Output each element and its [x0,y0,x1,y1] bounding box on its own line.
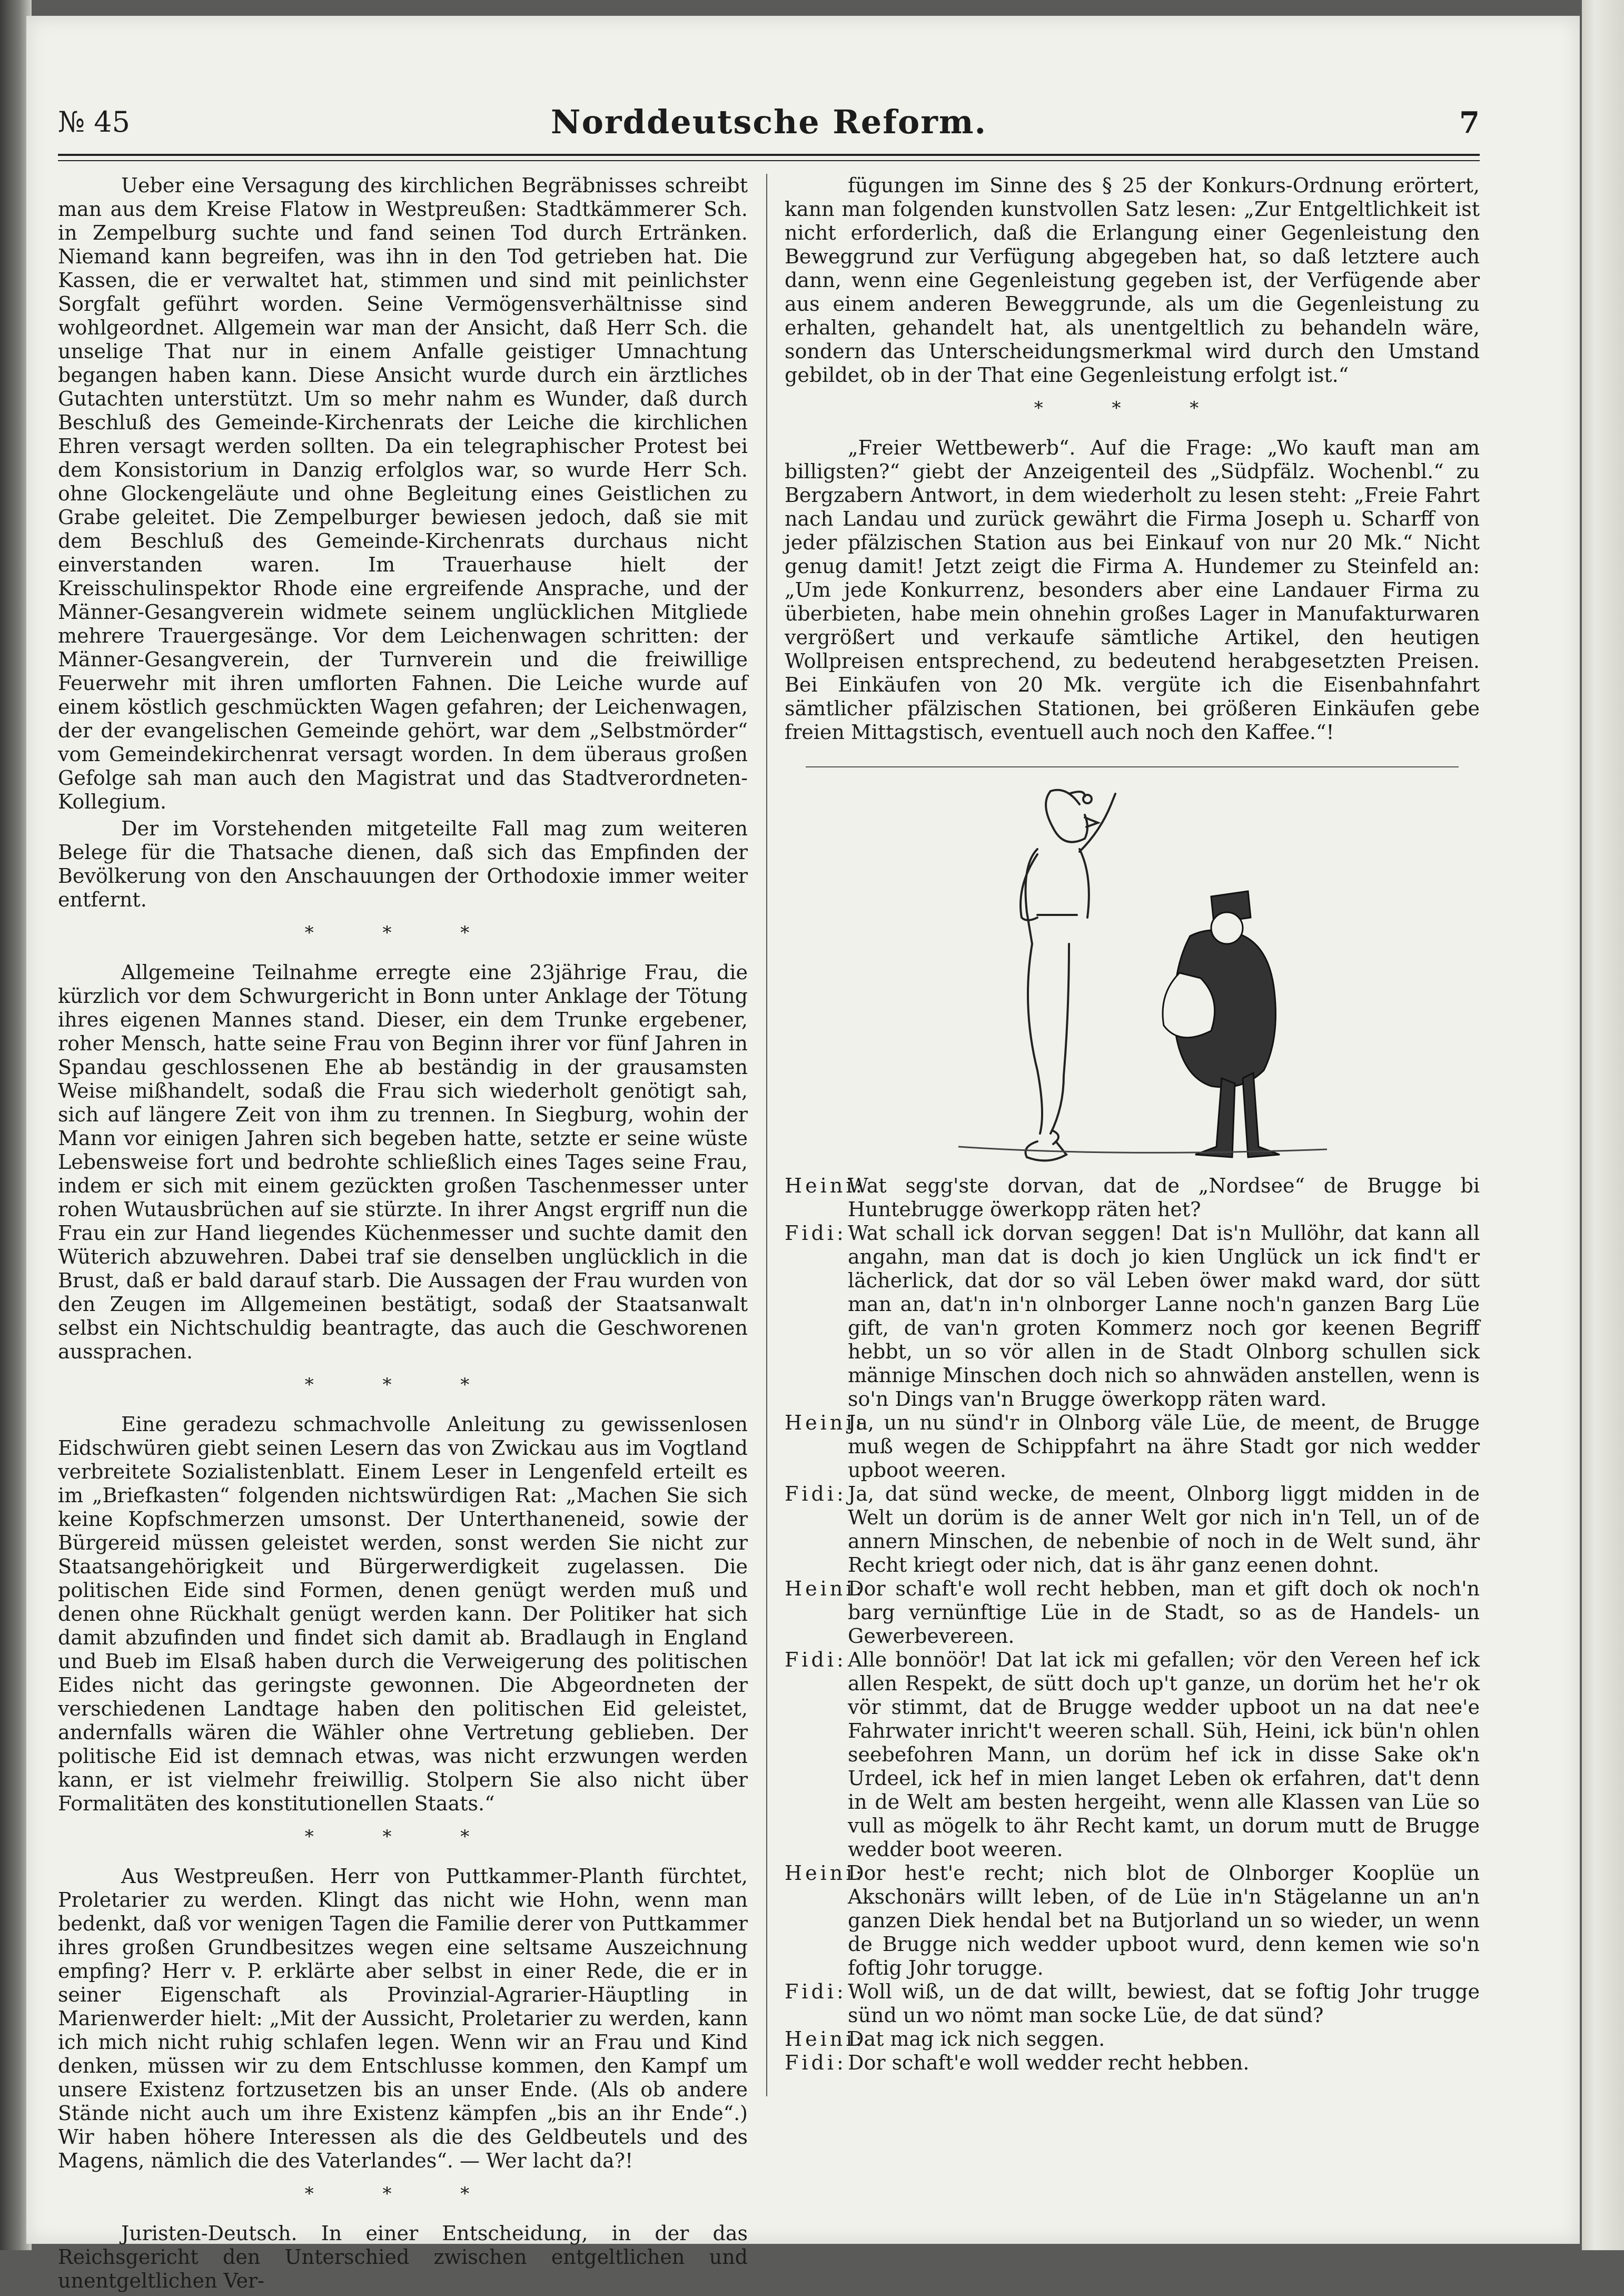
article-juristen-deutsch: Juristen-Deutsch. In einer Entscheidung, in der das Reichsgericht den Unterschied zwischen entgeltlichen und unentgeltlichen Ver- [58,2222,748,2292]
dialogue-line [785,1221,1480,1411]
right-column [785,174,1480,2075]
dialogue-text: Dor schaft'e woll wedder recht hebben. [848,2051,1250,2074]
dialogue-speaker: Fidi: [785,1482,847,1505]
article-begraebnis-comment: Der im Vorstehenden mitgeteilte Fall mag zum weiteren Belege für die Thatsache dienen, daß sich das Empfinden der Bevölkerung von den Anschauungen der Orthodoxie immer weiter entfernt. [58,817,748,911]
page-header [58,100,1480,147]
dialogue-line [785,2027,1480,2051]
section-separator: * * * [304,922,501,943]
dialogue-line [785,1411,1480,1482]
masthead-title: Norddeutsche Reform. [550,103,987,141]
dialogue-line [785,1482,1480,1577]
dialogue-speaker: Fidi: [785,1648,847,1671]
article-bonn: Allgemeine Teilnahme erregte eine 23jährige Frau, die kürzlich vor dem Schwurgericht in Bonn unter Anklage der Tötung ihres eigenen Mannes stand. Dieser, ein dem Trunke ergebener, roher Mensch, hatte seine Frau von Beginn ihrer vor fünf Jahren in Spandau geschlossenen Ehe ab beständig in der grausamsten Weise mißhandelt, sodaß die Frau sich wiederholt genötigt sah, sich auf längere Zeit von ihm zu trennen. In Siegburg, wohin der Mann vor einigen Jahren sich begeben hatte, setzte er seine wüste Lebensweise fort und bedrohte schließlich eines Tages seine Frau, indem er sich mit einem gezückten großen Taschenmesser unter rohen Wutausbrüchen auf sie stürzte. In ihrer Angst ergriff nun die Frau ein zur Hand liegendes Küchenmesser und suchte damit den Wüterich abzuwehren. Dabei traf sie denselben unglücklich in die Brust, daß er bald darauf starb. Die Aussagen der Frau wurden von den Zeugen im Allgemeinen bestätigt, sodaß der Staatsanwalt selbst ein Nichtschuldig beantragte, das auch die Geschworenen aussprachen. [58,961,748,1363]
dialogue-text: Ja, un nu sünd'r in Olnborg väle Lüe, de meent, de Brugge muß wegen de Schippfahrt na ähre Stadt gor nich wedder upboot weeren. [848,1411,1480,1482]
dialogue-speaker: Heini: [785,1411,866,1434]
article-juristen-continued: fügungen im Sinne des § 25 der Konkurs-Ordnung erörtert, kann man folgenden kunstvollen Satz lesen: „Zur Entgeltlichkeit ist nicht erforderlich, daß die Erlangung einer Gegenleistung den Beweggrund zur Verfügung abgegeben hat, so daß letztere auch dann, wenn eine Gegenleistung gegeben ist, der Verfügende aber aus einem anderen Beweggrunde, als um die Gegenleistung zu erhalten, gehandelt hat, als unentgeltlich zu behandeln wäre, sondern das Unterscheidungsmerkmal wird durch den Umstand gebildet, ob in der That eine Gegenleistung erfolgt ist.“ [785,174,1480,387]
section-separator: * * * [304,1826,501,1847]
dialogue-line [785,1861,1480,1980]
dialogue-text: Wat segg'ste dorvan, dat de „Nordsee“ de Brugge bi Huntebrugge öwerkopp räten het? [848,1174,1480,1221]
dialogue-text: Dat mag ick nich seggen. [848,2027,1105,2051]
dialogue-speaker: Heini: [785,1174,866,1197]
dialogue-speaker: Fidi: [785,1221,847,1245]
article-westpreussen: Aus Westpreußen. Herr von Puttkammer-Planth fürchtet, Proletarier zu werden. Klingt das nicht wie Hohn, wenn man bedenkt, daß vor wenigen Tagen die Familie derer von Puttkammer ihres großen Grundbesitzes wegen eine seltsame Auszeichnung empfing? Herr v. P. erklärte aber selbst in einer Rede, die er in seiner Eigenschaft als Provinzial-Agrarier-Häuptling in Marienwerder hielt: „Mit der Aussicht, Proletarier zu werden, kann ich mich nicht ruhig schlafen legen. Wenn wir an Frau und Kind denken, müssen wir zu dem Entschlusse kommen, den Kampf um unsere Existenz fortzusetzen bis an unser Ende. (Als ob andere Stände nicht auch um ihre Existenz kämpfen „bis an ihr Ende“.) Wir haben höhere Interessen als die des Geldbeutels und des Magens, nämlich die des Vaterlandes“. — Wer lacht da?! [58,1865,748,2172]
dialogue-speaker: Fidi: [785,2051,847,2074]
section-separator: * * * [1034,398,1231,419]
cartoon-illustration [895,778,1369,1168]
dialogue-line [785,1648,1480,1861]
section-separator: * * * [304,2183,501,2204]
left-column [58,174,748,2296]
dialogue-line [785,2051,1480,2075]
section-separator: * * * [304,1374,501,1395]
cartoon-tall-man [1021,790,1115,1161]
article-wettbewerb: „Freier Wettbewerb“. Auf die Frage: „Wo kauft man am billigsten?“ giebt der Anzeigenteil des „Südpfälz. Wochenbl.“ zu Bergzabern Antwort, in dem wiederholt zu lesen steht: „Freie Fahrt nach Landau und zurück gewährt die Firma Joseph u. Scharff von jeder pfälzischen Station aus bei Einkauf von nur 20 Mk.“ Nicht genug damit! Jetzt zeigt die Firma A. Hundemer zu Steinfeld an: „Um jede Konkurrenz, besonders aber eine Landauer Firma zu überbieten, habe mein ohnehin großes Lager in Manufakturwaren vergrößert und verkaufe sämtliche Artikel, den heutigen Wollpreisen entsprechend, zu bedeutend herabgesetzten Preisen. Bei Einkäufen von 20 Mk. vergüte ich die Eisenbahnfahrt sämtlicher pfälzischen Stationen, bei größeren Einkäufen gebe freien Mittagstisch, eventuell auch noch den Kaffee.“! [785,436,1480,744]
column-divider [766,174,767,2096]
dialogue-text: Woll wiß, un de dat willt, bewiest, dat se foftig Johr trugge sünd un wo nömt man socke Lüe, de dat sünd? [848,1980,1480,2027]
section-rule [806,766,1459,767]
dialogue-text: Dor schaft'e woll recht hebben, man et gift doch ok noch'n barg vernünftige Lüe in de Stadt, so as de Handels- un Gewerbevereen. [848,1577,1480,1648]
dialogue-text: Alle bonnöör! Dat lat ick mi gefallen; vör den Vereen hef ick allen Respekt, de sütt doch up't ganze, un dorüm het he'r ok vör stimmt, dat de Brugge wedder upboot un na dat nee'e Fahrwater inricht't weeren schall. Süh, Heini, ick bün'n ohlen seebefohren Mann, un dorüm hef ick in disse Sake ok'n Urdeel, ick hef in mien langet Leben ok erfahren, dat't denn in de Welt am besten hergeiht, wenn alle Klassen van Lüe so vull as mögelk to ähr Recht kamt, un dorum mutt de Brugge wedder boot weeren. [848,1648,1480,1861]
dialogue-line [785,1577,1480,1648]
dialogue-text: Ja, dat sünd wecke, de meent, Olnborg liggt midden in de Welt un dorüm is de anner Welt gor nich in'n Tell, un of de annern Minschen, de nebenbie of noch in de Welt sund, ähr Recht kriegt oder nich, dat is ähr ganz eenen dohnt. [848,1482,1480,1576]
issue-number: № 45 [58,105,130,139]
cartoon-stout-man [1163,891,1280,1157]
dialogue-text: Wat schall ick dorvan seggen! Dat is'n Mullöhr, dat kann all angahn, man dat is doch jo kien Unglück un ick find't er lächerlick, dat dor so väl Leben öwer makd ward, dor sütt man an, dat'n in'n olnborger Lanne noch'n ganzen Barg Lüe gift, de van'n groten Kommerz noch gor keenen Begriff hebbt, un so vör allen in de Stadt Olnborg schullen sick männige Minschen doch nich so ahnwäden anstellen, wenn is so'n Dings van'n Brugge öwerkopp räten ward. [848,1221,1480,1411]
dialogue [785,1174,1480,2075]
cartoon-ground-line [958,1147,1327,1152]
dialogue-speaker: Heini: [785,1861,866,1885]
dialogue-line [785,1174,1480,1221]
dialogue-speaker: Heini: [785,2027,866,2051]
scan-right-edge [1582,0,1624,2250]
dialogue-line [785,1980,1480,2027]
dialogue-text: Dor hest'e recht; nich blot de Olnborger Kooplüe un Akschonärs willt leben, of de Lüe in'n Stägelanne un an'n ganzen Diek hendal bet na Butjorland un so wieder, un wenn de Brugge nich wedder upboot wurd, denn kemen wie so'n foftig Johr torugge. [848,1861,1480,1979]
dialogue-speaker: Heini: [785,1577,866,1600]
article-eidschwuere: Eine geradezu schmachvolle Anleitung zu gewissenlosen Eidschwüren giebt seinen Lesern das von Zwickau aus im Vogtland verbreitete Sozialistenblatt. Einem Leser in Lengenfeld erteilt es im „Briefkasten“ folgenden nichtswürdigen Rat: „Machen Sie sich keine Kopfschmerzen umsonst. Der Unterthaneneid, sowie der Bürgereid müssen geleistet werden, sonst werden Sie nicht zur Staatsangehörigkeit und Bürgerwerdigkeit zugelassen. Die politischen Eide sind Formen, denen genügt werden muß und denen ohne Rückhalt genügt werden kann. Der Politiker hat sich damit abzufinden und findet sich damit ab. Bradlaugh in England und Bueb im Elsaß haben durch die Verweigerung des politischen Eides nicht das geringste gewonnen. Die Abgeordneten der verschiedenen Landtage haben den politischen Eid geleistet, andernfalls wären die Wähler ohne Vertretung geblieben. Der politische Eid ist demnach etwas, was nicht erzwungen werden kann, er ist vielmehr freiwillig. Stolpern Sie also nicht über Formalitäten des konstitutionellen Staats.“ [58,1413,748,1815]
article-begraebnis: Ueber eine Versagung des kirchlichen Begräbnisses schreibt man aus dem Kreise Flatow in Westpreußen: Stadtkämmerer Sch. in Zempelburg suchte und fand seinen Tod durch Ertränken. Niemand kann begreifen, was ihn in den Tod getrieben hat. Die Kassen, die er verwaltet hat, stimmen und sind mit peinlichster Sorgfalt geführt worden. Seine Vermögensverhältnisse sind wohlgeordnet. Allgemein war man der Ansicht, daß Herr Sch. die unselige That nur in einem Anfalle geistiger Umnachtung begangen haben kann. Diese Ansicht wurde durch ein ärztliches Gutachten unterstützt. Um so mehr nahm es Wunder, daß durch Beschluß des Gemeinde-Kirchenrats der Leiche die kirchlichen Ehren versagt werden sollten. Da ein telegraphischer Protest bei dem Konsistorium in Danzig erfolglos war, so wurde Herr Sch. ohne Glockengeläute und ohne Begleitung eines Geistlichen zu Grabe geleitet. Die Zempelburger bewiesen jedoch, daß sie mit dem Beschluß des Gemeinde-Kirchenrats durchaus nicht einverstanden waren. Im Trauerhause hielt der Kreisschulinspektor Rhode eine ergreifende Ansprache, und der Männer-Gesangverein widmete seinem unglücklichen Mitgliede mehrere Trauergesänge. Vor dem Leichenwagen schritten: der Männer-Gesangverein, der Turnverein und die freiwillige Feuerwehr mit ihren umflorten Fahnen. Die Leiche wurde auf einem köstlich geschmückten Wagen gefahren; der Leichenwagen, der der evangelischen Gemeinde gehört, war dem „Selbstmörder“ vom Gemeindekirchenrat versagt worden. In dem überaus großen Gefolge sah man auch den Magistrat und das Stadtverordneten-Kollegium. [58,174,748,813]
header-rule [58,154,1480,161]
dialogue-speaker: Fidi: [785,1980,847,2003]
page-number: 7 [1459,105,1480,140]
